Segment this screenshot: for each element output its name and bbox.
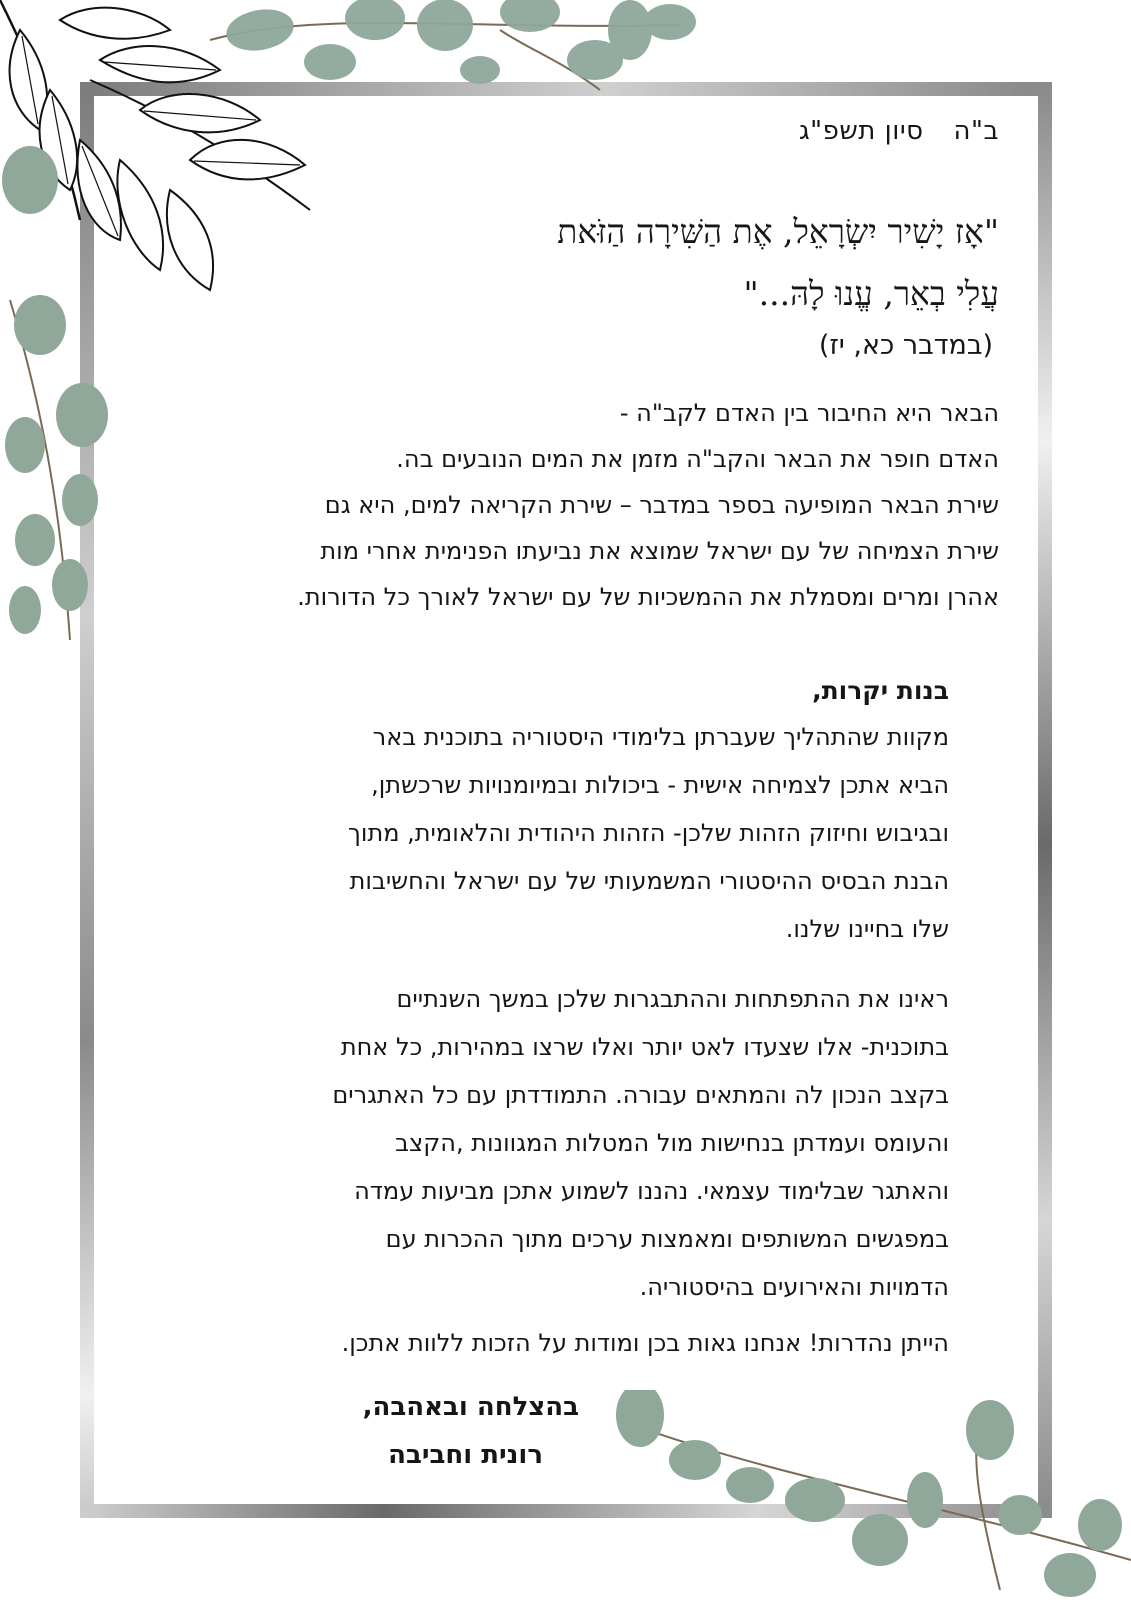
intro-line-4: שירת הצמיחה של עם ישראל שמוצא את נביעתו הפנימית אחרי מות bbox=[320, 537, 999, 565]
paragraph1-line-5: שלו בחיינו שלנו. bbox=[785, 915, 949, 943]
paragraph1-line-3: ובגיבוש וחיזוק הזהות שלכן- הזהות היהודית והלאומית, מתוך bbox=[348, 819, 949, 847]
hebrew-date: סיון תשפ"ג bbox=[798, 116, 924, 146]
intro-line-1: הבאר היא החיבור בין האדם לקב"ה - bbox=[619, 399, 999, 427]
intro-line-5: אהרן ומרים ומסמלת את ההמשכיות של עם ישראל לאורך כל הדורות. bbox=[297, 583, 999, 611]
date-header bbox=[769, 116, 999, 146]
verse-source: (במדבר כא, יז) bbox=[818, 330, 993, 361]
paragraph3: הייתן נהדרות! אנחנו גאות בכן ומודות על הזכות ללוות אתכן. bbox=[341, 1329, 949, 1357]
paragraph2-line-4: והעומס ועמדתן בנחישות מול המטלות המגוונות ,הקצב bbox=[395, 1129, 949, 1157]
paragraph2-line-5: והאתגר שבלימוד עצמאי. נהננו לשמוע אתכן מביעות עמדה bbox=[354, 1177, 949, 1205]
paragraph2-line-2: בתוכנית- אלו שצעדו לאט יותר ואלו שרצו במהירות, כל אחת bbox=[340, 1033, 949, 1061]
intro-line-3: שירת הבאר המופיעה בספר במדבר – שירת הקריאה למים, היא גם bbox=[324, 491, 999, 519]
paragraph1-line-4: הבנת הבסיס ההיסטורי המשמעותי של עם ישראל והחשיבות bbox=[349, 867, 949, 895]
paragraph1-line-2: הביא אתכן לצמיחה אישית - ביכולות ובמיומנויות שרכשתן, bbox=[371, 771, 949, 799]
letter-greeting: בנות יקרות, bbox=[812, 676, 949, 705]
paragraph2-line-1: ראינו את ההתפתחות וההתבגרות שלכן במשך השנתיים bbox=[396, 985, 949, 1013]
paragraph2-line-6: במפגשים המשותפים ומאמצות ערכים מתוך ההכרות עם bbox=[385, 1225, 949, 1253]
verse-line-1: "אָז יָשִׁיר יִשְׂרָאֵל, אֶת הַשִּׁירָה הַזֹּאת bbox=[557, 212, 999, 251]
intro-line-2: האדם חופר את הבאר והקב"ה מזמן את המים הנובעים בה. bbox=[396, 445, 999, 473]
signature-names: רונית וחביבה bbox=[388, 1440, 543, 1470]
paragraph1-line-1: מקוות שהתהליך שעברתן בלימודי היסטוריה בתוכנית באר bbox=[372, 723, 949, 751]
bsd-label: ב"ה bbox=[953, 116, 999, 146]
paragraph2-line-3: בקצב הנכון לה והמתאים עבורה. התמודדתן עם כל האתגרים bbox=[332, 1081, 949, 1109]
verse-line-2: עֲלִי בְאֵר, עֱנוּ לָהּ..." bbox=[743, 274, 999, 313]
closing-line: בהצלחה ובאהבה, bbox=[362, 1392, 579, 1422]
paragraph2-line-7: הדמויות והאירועים בהיסטוריה. bbox=[639, 1273, 949, 1301]
